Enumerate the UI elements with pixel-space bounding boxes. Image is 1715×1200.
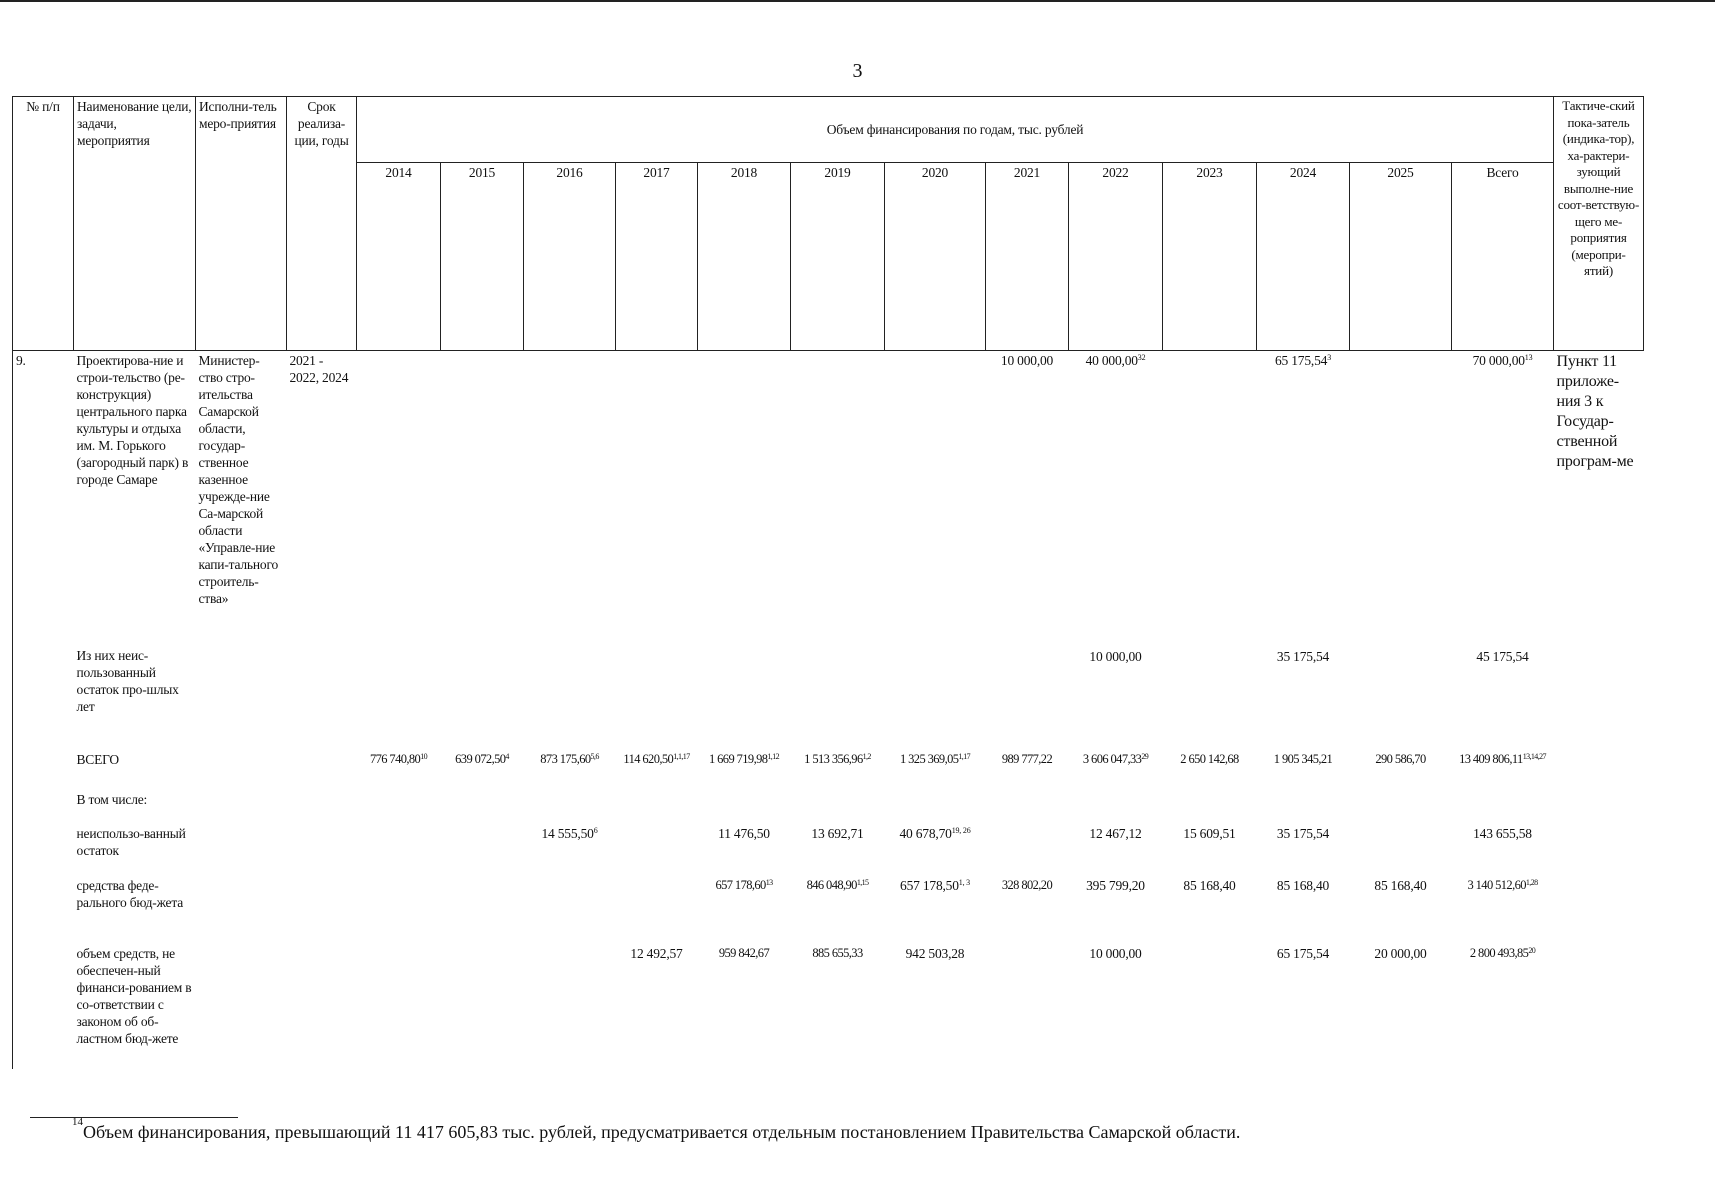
value-text: 40 678,70	[899, 825, 952, 841]
value-text: 20 000,00	[1374, 945, 1427, 961]
value-text: 85 168,40	[1374, 877, 1427, 893]
row-term	[287, 809, 357, 861]
page-number: 3	[852, 60, 863, 82]
row-term	[287, 929, 357, 1069]
row-name: неиспользо-ванный остаток	[76, 825, 186, 858]
year-header: 2017	[616, 163, 698, 351]
year-header: 2021	[986, 163, 1069, 351]
value-cell	[885, 775, 986, 809]
value-cell	[441, 351, 524, 647]
value-footnote-ref: 1,2	[862, 751, 871, 761]
value-footnote-ref: 1,28	[1525, 877, 1538, 887]
value-cell	[885, 351, 986, 647]
value-cell	[1452, 351, 1554, 647]
value-cell	[986, 735, 1069, 775]
value-cell	[441, 647, 524, 735]
value-cell	[698, 929, 791, 1069]
year-header: 2018	[698, 163, 791, 351]
value-text: 114 620,50	[623, 751, 674, 766]
value-cell	[524, 809, 616, 861]
value-text: 13 409 806,11	[1459, 751, 1523, 766]
value-cell	[885, 809, 986, 861]
value-text: 885 655,33	[812, 945, 863, 960]
value-cell	[791, 735, 885, 775]
row-number	[13, 929, 74, 1069]
value-footnote-ref: 10	[420, 751, 428, 761]
value-cell	[1069, 809, 1163, 861]
header-col-funding: Объем финансирования по годам, тыс. рублей	[357, 97, 1554, 163]
value-text: 10 000,00	[1000, 353, 1054, 368]
value-cell	[616, 775, 698, 809]
value-cell	[698, 775, 791, 809]
row-number	[13, 809, 74, 861]
footnote-mark: 14	[72, 1116, 83, 1128]
value-cell	[791, 861, 885, 929]
year-header: 2015	[441, 163, 524, 351]
row-indicator	[1554, 929, 1644, 1069]
value-cell	[1452, 861, 1554, 929]
value-text: 40 000,00	[1085, 353, 1138, 368]
row-indicator	[1554, 775, 1644, 809]
value-text: 290 586,70	[1375, 751, 1426, 766]
row-executor	[196, 735, 287, 775]
table-row	[13, 775, 1644, 809]
value-text: 942 503,28	[905, 945, 965, 961]
value-cell	[357, 929, 441, 1069]
header-col-executor: Исполни-тель меро-приятия	[196, 97, 287, 351]
value-text: 328 802,20	[1001, 877, 1053, 892]
value-text: 65 175,54	[1274, 353, 1328, 368]
row-indicator	[1554, 809, 1644, 861]
value-text: 2 800 493,85	[1469, 945, 1529, 960]
value-cell	[616, 351, 698, 647]
row-indicator	[1554, 861, 1644, 929]
footnote-text: Объем финансирования, превышающий 11 417 605,83 тыс. рублей, предусматривается отдельным постановлением Правительства Самарской области.	[83, 1122, 1241, 1142]
value-cell	[1257, 861, 1350, 929]
value-text: 657 178,50	[900, 877, 959, 893]
value-cell	[357, 861, 441, 929]
value-cell	[986, 351, 1069, 647]
value-text: 11 476,50	[718, 825, 770, 841]
row-executor	[196, 861, 287, 929]
year-header: 2019	[791, 163, 885, 351]
row-name: Из них неис-пользованный остаток про-шлых лет	[76, 647, 179, 714]
row-name: средства феде-рального бюд-жета	[76, 877, 183, 910]
value-cell	[1452, 647, 1554, 735]
row-executor	[196, 929, 287, 1069]
value-cell	[1452, 775, 1554, 809]
value-cell	[524, 775, 616, 809]
value-cell	[986, 775, 1069, 809]
value-text: 395 799,20	[1086, 877, 1145, 893]
value-cell	[1452, 735, 1554, 775]
value-cell	[1350, 647, 1452, 735]
value-text: 85 168,40	[1183, 877, 1236, 893]
value-text: 1 513 356,96	[804, 751, 863, 766]
value-cell	[1069, 861, 1163, 929]
value-cell	[616, 861, 698, 929]
row-indicator	[1554, 647, 1644, 735]
value-cell	[1163, 735, 1257, 775]
value-cell	[616, 929, 698, 1069]
value-text: 3 606 047,33	[1082, 751, 1142, 766]
value-text: 14 555,50	[541, 825, 594, 841]
header-col-name: Наименование цели, задачи, мероприятия	[74, 97, 196, 351]
value-cell	[791, 775, 885, 809]
value-text: 873 175,60	[540, 751, 591, 766]
value-footnote-ref: 1,17	[958, 751, 971, 761]
value-cell	[441, 929, 524, 1069]
row-name: объем средств, не обеспечен-ный финанси-рованием в со-ответствии с законом об об-ластном бюд-жете	[76, 945, 192, 1046]
value-cell	[885, 735, 986, 775]
row-name: В том числе:	[76, 791, 148, 807]
year-header: 2022	[1069, 163, 1163, 351]
value-text: 846 048,90	[806, 877, 857, 892]
value-text: 12 467,12	[1089, 825, 1142, 841]
value-text: 959 842,67	[718, 945, 770, 960]
value-cell	[1452, 929, 1554, 1069]
year-header: Всего	[1452, 163, 1554, 351]
value-cell	[524, 735, 616, 775]
row-number: 9.	[13, 351, 74, 647]
value-cell	[986, 647, 1069, 735]
value-cell	[1350, 929, 1452, 1069]
footnote	[72, 1116, 1241, 1143]
value-cell	[357, 351, 441, 647]
row-term	[287, 775, 357, 809]
value-footnote-ref: 6	[593, 825, 598, 835]
value-cell	[885, 647, 986, 735]
value-text: 85 168,40	[1276, 877, 1330, 893]
value-footnote-ref: 32	[1137, 353, 1146, 362]
row-term	[287, 735, 357, 775]
table-row	[13, 929, 1644, 1069]
value-cell	[357, 647, 441, 735]
year-header: 2024	[1257, 163, 1350, 351]
table-row	[13, 861, 1644, 929]
table-row	[13, 647, 1644, 735]
value-cell	[698, 735, 791, 775]
value-footnote-ref: 13	[765, 877, 773, 887]
value-footnote-ref: 19, 26	[951, 825, 971, 835]
value-footnote-ref: 3	[1327, 353, 1331, 362]
value-cell	[698, 351, 791, 647]
value-cell	[698, 809, 791, 861]
table-row	[13, 351, 1644, 647]
value-footnote-ref: 1,1,17	[673, 751, 690, 761]
row-name: Проектирова-ние и строи-тельство (ре-конструкция) центрального парка культуры и отдыха им. М. Горького (загородный парк) в городе Самаре	[74, 351, 196, 647]
value-cell	[1350, 809, 1452, 861]
value-text: 45 175,54	[1476, 648, 1529, 664]
value-text: 1 905 345,21	[1273, 751, 1333, 766]
year-header: 2016	[524, 163, 616, 351]
value-footnote-ref: 1, 3	[958, 877, 970, 887]
row-number	[13, 735, 74, 775]
value-cell	[616, 735, 698, 775]
year-header: 2023	[1163, 163, 1257, 351]
value-text: 989 777,22	[1001, 751, 1053, 766]
value-cell	[1257, 929, 1350, 1069]
row-indicator	[1554, 735, 1644, 775]
value-text: 15 609,51	[1183, 825, 1236, 841]
row-executor	[196, 647, 287, 735]
value-text: 10 000,00	[1089, 945, 1142, 961]
value-text: 70 000,00	[1472, 353, 1525, 368]
table-row	[13, 809, 1644, 861]
row-executor	[196, 775, 287, 809]
table-body	[13, 351, 1644, 1069]
value-cell	[791, 647, 885, 735]
value-cell	[986, 809, 1069, 861]
value-cell	[524, 351, 616, 647]
row-number	[13, 775, 74, 809]
row-number	[13, 647, 74, 735]
value-cell	[1069, 775, 1163, 809]
value-cell	[986, 861, 1069, 929]
value-cell	[1350, 861, 1452, 929]
value-text: 35 175,54	[1276, 825, 1330, 841]
table-row	[13, 735, 1644, 775]
year-header: 2025	[1350, 163, 1452, 351]
row-name: ВСЕГО	[76, 751, 119, 767]
value-footnote-ref: 1,12	[767, 751, 780, 761]
value-footnote-ref: 13	[1524, 353, 1533, 362]
value-cell	[885, 929, 986, 1069]
value-cell	[524, 861, 616, 929]
value-cell	[1452, 809, 1554, 861]
value-cell	[791, 929, 885, 1069]
value-footnote-ref: 1,15	[856, 877, 869, 887]
value-cell	[1257, 775, 1350, 809]
value-text: 776 740,80	[369, 751, 421, 766]
value-cell	[1163, 775, 1257, 809]
row-term: 2021 - 2022, 2024	[287, 351, 357, 647]
value-cell	[698, 647, 791, 735]
value-cell	[1163, 351, 1257, 647]
value-text: 639 072,50	[455, 751, 506, 766]
value-cell	[441, 775, 524, 809]
value-text: 2 650 142,68	[1180, 751, 1239, 766]
value-cell	[616, 647, 698, 735]
value-text: 10 000,00	[1089, 648, 1142, 664]
value-cell	[1257, 735, 1350, 775]
row-indicator: Пункт 11 приложе-ния 3 к Государ-ственной програм-ме	[1554, 351, 1644, 647]
value-cell	[986, 929, 1069, 1069]
row-executor	[196, 809, 287, 861]
value-footnote-ref: 4	[505, 751, 509, 761]
value-cell	[791, 351, 885, 647]
value-cell	[1069, 647, 1163, 735]
value-cell	[1257, 351, 1350, 647]
value-cell	[885, 861, 986, 929]
value-cell	[1163, 861, 1257, 929]
value-cell	[357, 775, 441, 809]
header-col-indicator: Тактиче-ский пока-затель (индика-тор), ха-рактери-зующий выполне-ние соот-ветствую-щего ме-роприятия (меропри-ятий)	[1554, 97, 1644, 351]
value-cell	[698, 861, 791, 929]
value-cell	[616, 809, 698, 861]
header-col-num: № п/п	[13, 97, 74, 351]
value-cell	[1350, 775, 1452, 809]
year-header: 2014	[357, 163, 441, 351]
value-text: 12 492,57	[630, 945, 683, 961]
value-footnote-ref: 13,14,27	[1522, 751, 1546, 761]
value-text: 657 178,60	[715, 877, 766, 892]
row-term	[287, 861, 357, 929]
value-footnote-ref: 5,6	[590, 751, 599, 761]
value-text: 3 140 512,60	[1467, 877, 1526, 892]
value-cell	[1069, 351, 1163, 647]
value-text: 143 655,58	[1473, 825, 1532, 841]
value-cell	[441, 809, 524, 861]
value-text: 13 692,71	[811, 825, 864, 841]
value-cell	[1257, 647, 1350, 735]
value-text: 65 175,54	[1276, 945, 1330, 961]
year-header: 2020	[885, 163, 986, 351]
funding-table	[12, 96, 1644, 1069]
top-border-line	[0, 0, 1715, 2]
value-cell	[357, 735, 441, 775]
value-cell	[524, 647, 616, 735]
value-cell	[791, 809, 885, 861]
value-text: 35 175,54	[1276, 648, 1330, 664]
row-term	[287, 647, 357, 735]
value-text: 1 669 719,98	[708, 751, 768, 766]
value-cell	[1163, 929, 1257, 1069]
value-cell	[441, 861, 524, 929]
value-text: 1 325 369,05	[899, 751, 959, 766]
value-cell	[524, 929, 616, 1069]
value-cell	[1257, 809, 1350, 861]
value-footnote-ref: 29	[1141, 751, 1149, 761]
header-col-term: Срок реализа-ции, годы	[287, 97, 357, 351]
row-executor: Министер-ство стро-ительства Самарской области, государ-ственное казенное учрежде-ние Са-марской области «Управле-ние капи-тального строитель-ства»	[196, 351, 287, 647]
value-cell	[1163, 647, 1257, 735]
value-footnote-ref: 20	[1528, 945, 1536, 955]
value-cell	[357, 809, 441, 861]
value-cell	[1069, 735, 1163, 775]
row-number	[13, 861, 74, 929]
value-cell	[1350, 351, 1452, 647]
value-cell	[441, 735, 524, 775]
value-cell	[1350, 735, 1452, 775]
footnote-separator	[30, 1117, 238, 1118]
value-cell	[1163, 809, 1257, 861]
value-cell	[1069, 929, 1163, 1069]
